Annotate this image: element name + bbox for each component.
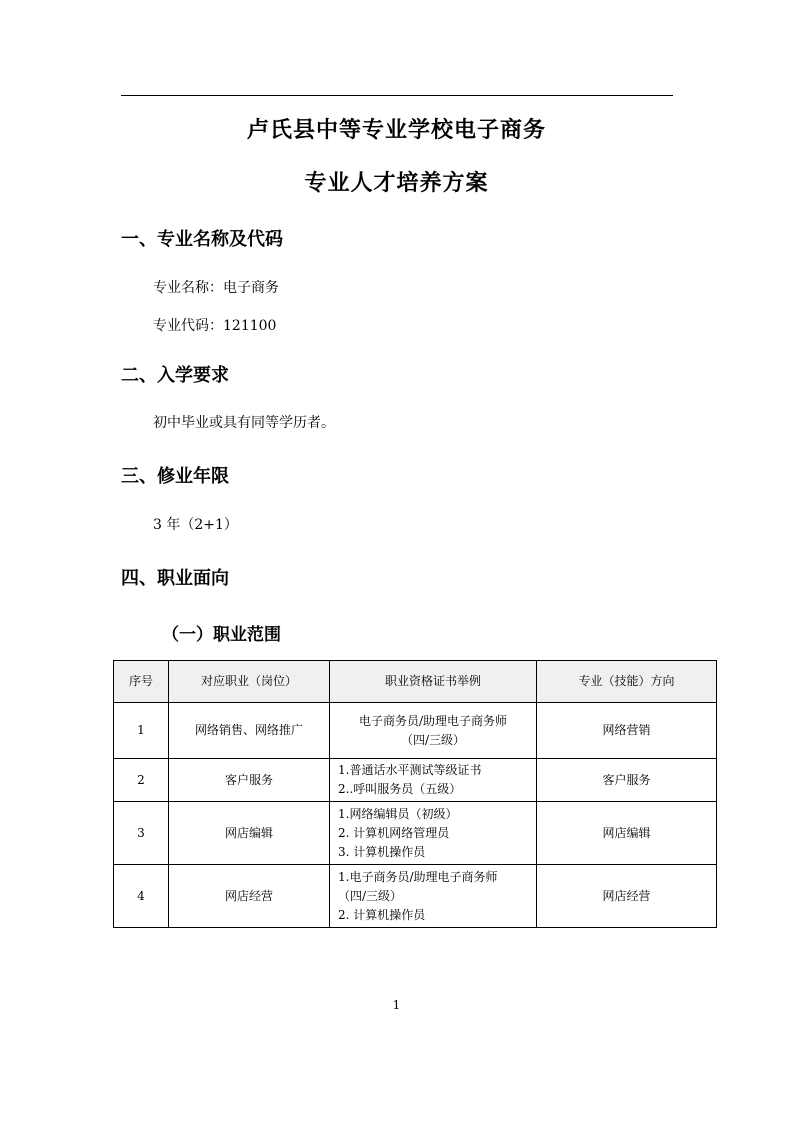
cert-line: 2. 计算机操作员	[338, 907, 426, 922]
row-job: 网店经营	[169, 865, 330, 928]
col-header-direction: 专业（技能）方向	[537, 661, 717, 703]
major-name-text: 专业名称：电子商务	[153, 280, 279, 296]
col-header-cert: 职业资格证书举例	[330, 661, 537, 703]
row-certs	[330, 802, 537, 865]
table-header-row	[114, 661, 717, 703]
table-row	[114, 703, 717, 759]
row-certs	[330, 759, 537, 802]
col-header-job: 对应职业（岗位）	[169, 661, 330, 703]
cert-line: 1.电子商务员/助理电子商务师	[338, 869, 498, 884]
header-rule	[121, 95, 673, 96]
cert-line: （四/三级）	[338, 888, 403, 903]
document-title-line1: 卢氏县中等专业学校电子商务	[246, 118, 546, 143]
page-number: 1	[392, 998, 401, 1012]
row-direction: 网店编辑	[537, 802, 717, 865]
row-no: 2	[114, 759, 169, 802]
major-code-text: 专业代码：121100	[153, 318, 277, 334]
section-heading-admission: 二、入学要求	[121, 365, 229, 386]
cert-line: 1.网络编辑员（初级）	[338, 806, 458, 821]
table-row	[114, 802, 717, 865]
section-heading-major-name: 一、专业名称及代码	[121, 229, 283, 250]
row-no: 4	[114, 865, 169, 928]
document-title-line2: 专业人才培养方案	[304, 171, 489, 196]
row-no: 1	[114, 703, 169, 759]
cert-line: （四/三级）	[400, 732, 466, 747]
cert-line: 3. 计算机操作员	[338, 844, 426, 859]
section-heading-career: 四、职业面向	[121, 568, 229, 589]
row-direction: 客户服务	[537, 759, 717, 802]
admission-text: 初中毕业或具有同等学历者。	[153, 415, 335, 431]
subsection-heading-career-scope: （一）职业范围	[162, 625, 281, 645]
row-direction: 网络营销	[537, 703, 717, 759]
row-job: 客户服务	[169, 759, 330, 802]
cert-line: 2..呼叫服务员（五级）	[338, 782, 462, 796]
table-row	[114, 865, 717, 928]
row-no: 3	[114, 802, 169, 865]
row-job: 网络销售、网络推广	[169, 703, 330, 759]
table-row	[114, 759, 717, 802]
row-job: 网店编辑	[169, 802, 330, 865]
row-certs	[330, 865, 537, 928]
row-certs	[330, 703, 537, 759]
duration-text: 3 年（2+1）	[153, 517, 238, 533]
career-scope-table	[113, 660, 717, 928]
cert-line: 2. 计算机网络管理员	[338, 825, 450, 840]
section-heading-duration: 三、修业年限	[121, 466, 229, 487]
row-direction: 网店经营	[537, 865, 717, 928]
col-header-no: 序号	[114, 661, 169, 703]
cert-line: 电子商务员/助理电子商务师	[358, 713, 508, 728]
cert-line: 1.普通话水平测试等级证书	[338, 763, 482, 777]
